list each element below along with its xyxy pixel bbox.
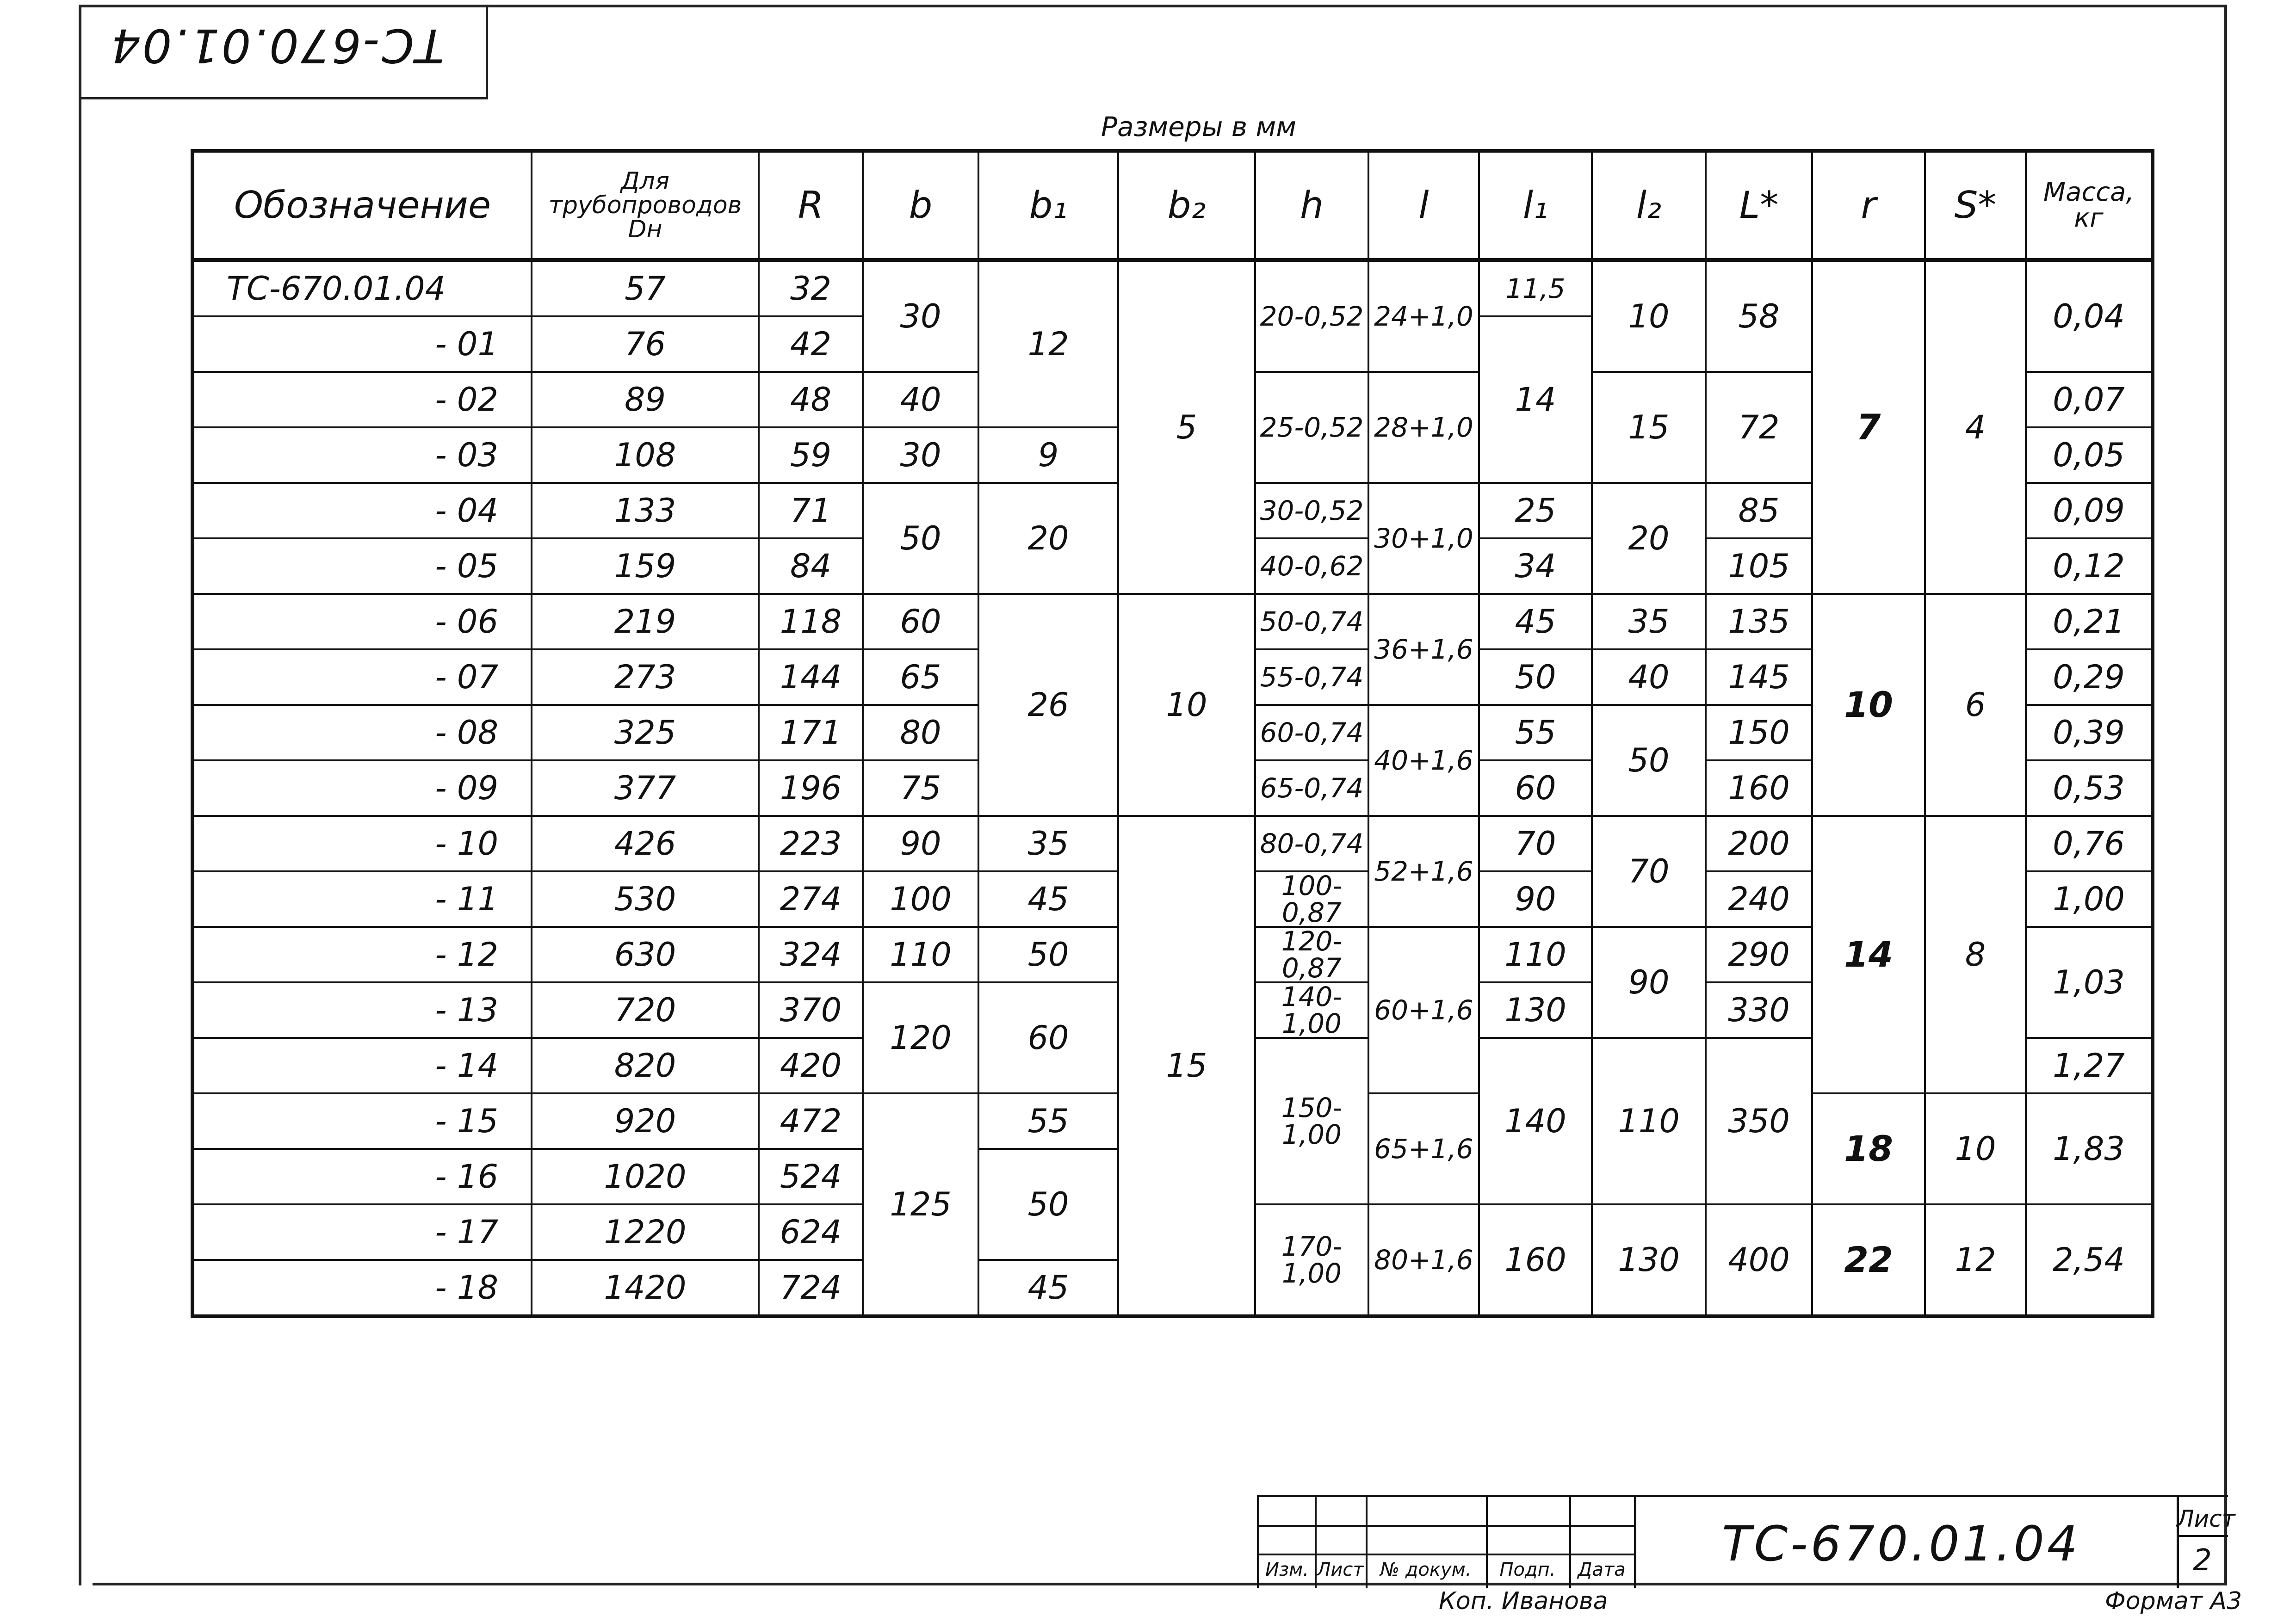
designation-cell: - 16 [192, 1149, 532, 1204]
mass-cell: 1,00 [2026, 871, 2153, 927]
date-label: Дата [1578, 1559, 1626, 1580]
L-cell: 330 [1706, 982, 1812, 1038]
L-cell: 240 [1706, 871, 1812, 927]
title-block [1257, 1495, 2235, 1588]
S-cell: 12 [1925, 1204, 2026, 1316]
L-cell: 105 [1706, 538, 1812, 594]
l1-cell: 14 [1479, 316, 1592, 483]
l2-cell: 20 [1592, 483, 1706, 594]
designation-cell: - 03 [192, 427, 532, 483]
h-cell: 55-0,74 [1255, 649, 1368, 705]
copied-by: Коп. Иванова [1439, 1587, 1608, 1615]
h-cell: 60-0,74 [1255, 705, 1368, 760]
R-cell: 624 [759, 1204, 863, 1260]
b-cell: 30 [863, 260, 978, 372]
b2-cell: 15 [1118, 816, 1255, 1316]
l1-cell: 140 [1479, 1038, 1592, 1204]
header-r: r [1812, 151, 1925, 260]
l2-cell: 15 [1592, 372, 1706, 483]
header-for-pipes: Для трубопроводов Dн [532, 151, 759, 260]
b1-cell: 50 [978, 1149, 1118, 1260]
l2-cell: 90 [1592, 927, 1706, 1038]
title-block-line [2177, 1535, 2228, 1537]
R-cell: 472 [759, 1093, 863, 1149]
dn-cell: 57 [532, 260, 759, 316]
r-cell: 14 [1812, 816, 1925, 1093]
header-R: R [759, 151, 863, 260]
b1-cell: 35 [978, 816, 1118, 871]
header-mass: Масса, кг [2026, 151, 2153, 260]
b1-cell: 45 [978, 871, 1118, 927]
mass-cell: 1,27 [2026, 1038, 2153, 1093]
document-code: ТС-670.01.04 [1722, 1516, 2080, 1572]
header-b: b [863, 151, 978, 260]
dn-cell: 426 [532, 816, 759, 871]
specification-table [191, 149, 2154, 1318]
l1-cell: 70 [1479, 816, 1592, 871]
h-cell: 30-0,52 [1255, 483, 1368, 538]
R-cell: 118 [759, 594, 863, 649]
mass-cell: 0,29 [2026, 649, 2153, 705]
designation-cell: - 04 [192, 483, 532, 538]
S-cell: 4 [1925, 260, 2026, 594]
header-b1: b₁ [978, 151, 1118, 260]
l-cell: 30+1,0 [1368, 483, 1479, 594]
h-cell: 170-1,00 [1255, 1204, 1368, 1316]
R-cell: 420 [759, 1038, 863, 1093]
designation-cell: - 06 [192, 594, 532, 649]
dn-cell: 377 [532, 760, 759, 816]
l-cell: 28+1,0 [1368, 372, 1479, 483]
h-cell: 65-0,74 [1255, 760, 1368, 816]
l1-cell: 34 [1479, 538, 1592, 594]
header-h: h [1255, 151, 1368, 260]
h-cell: 140-1,00 [1255, 982, 1368, 1038]
frame-right-border [2224, 5, 2227, 1585]
h-cell: 150-1,00 [1255, 1038, 1368, 1204]
l-cell: 65+1,6 [1368, 1093, 1479, 1204]
l-cell: 24+1,0 [1368, 260, 1479, 372]
l1-cell: 60 [1479, 760, 1592, 816]
R-cell: 524 [759, 1149, 863, 1204]
L-cell: 350 [1706, 1038, 1812, 1204]
doc-no-label: № докум. [1380, 1559, 1472, 1580]
mass-cell: 0,04 [2026, 260, 2153, 372]
b2-cell: 10 [1118, 594, 1255, 816]
dn-cell: 720 [532, 982, 759, 1038]
mass-cell: 0,09 [2026, 483, 2153, 538]
l1-cell: 25 [1479, 483, 1592, 538]
h-cell: 100-0,87 [1255, 871, 1368, 927]
designation-cell: - 05 [192, 538, 532, 594]
h-cell: 50-0,74 [1255, 594, 1368, 649]
l1-cell: 160 [1479, 1204, 1592, 1316]
l1-cell: 90 [1479, 871, 1592, 927]
header-L: L* [1706, 151, 1812, 260]
l2-cell: 35 [1592, 594, 1706, 649]
b1-cell: 50 [978, 927, 1118, 982]
b1-cell: 20 [978, 483, 1118, 594]
designation-cell: - 07 [192, 649, 532, 705]
dn-cell: 630 [532, 927, 759, 982]
header-l: l [1368, 151, 1479, 260]
mass-cell: 0,21 [2026, 594, 2153, 649]
header-designation: Обозначение [192, 151, 532, 260]
designation-cell: - 12 [192, 927, 532, 982]
R-cell: 196 [759, 760, 863, 816]
l1-cell: 50 [1479, 649, 1592, 705]
dn-cell: 133 [532, 483, 759, 538]
L-cell: 200 [1706, 816, 1812, 871]
b-cell: 110 [863, 927, 978, 982]
R-cell: 724 [759, 1260, 863, 1316]
designation-cell: - 02 [192, 372, 532, 427]
b-cell: 120 [863, 982, 978, 1093]
designation-cell: - 10 [192, 816, 532, 871]
dn-cell: 219 [532, 594, 759, 649]
designation-cell: - 13 [192, 982, 532, 1038]
designation-cell: ТС-670.01.04 [192, 260, 532, 316]
h-cell: 20-0,52 [1255, 260, 1368, 372]
l-cell: 60+1,6 [1368, 927, 1479, 1093]
mass-cell: 0,76 [2026, 816, 2153, 871]
b-cell: 100 [863, 871, 978, 927]
b1-cell: 9 [978, 427, 1118, 483]
h-cell: 120-0,87 [1255, 927, 1368, 982]
mass-cell: 0,12 [2026, 538, 2153, 594]
table-header-row [192, 151, 2153, 260]
b-cell: 30 [863, 427, 978, 483]
mass-cell: 0,53 [2026, 760, 2153, 816]
mass-cell: 0,05 [2026, 427, 2153, 483]
b1-cell: 45 [978, 1260, 1118, 1316]
l2-cell: 130 [1592, 1204, 1706, 1316]
b2-cell: 5 [1118, 260, 1255, 594]
b-cell: 90 [863, 816, 978, 871]
L-cell: 400 [1706, 1204, 1812, 1316]
table-row [192, 816, 2153, 871]
L-cell: 290 [1706, 927, 1812, 982]
table-row [192, 260, 2153, 316]
dimensions-note: Размеры в мм [1101, 111, 1296, 142]
R-cell: 370 [759, 982, 863, 1038]
l1-cell: 11,5 [1479, 260, 1592, 316]
dn-cell: 159 [532, 538, 759, 594]
l1-cell: 110 [1479, 927, 1592, 982]
designation-cell: - 15 [192, 1093, 532, 1149]
designation-cell: - 14 [192, 1038, 532, 1093]
R-cell: 48 [759, 372, 863, 427]
b1-cell: 60 [978, 982, 1118, 1093]
l1-cell: 55 [1479, 705, 1592, 760]
mass-cell: 1,03 [2026, 927, 2153, 1038]
L-cell: 145 [1706, 649, 1812, 705]
dn-cell: 273 [532, 649, 759, 705]
b-cell: 40 [863, 372, 978, 427]
R-cell: 324 [759, 927, 863, 982]
header-S: S* [1925, 151, 2026, 260]
S-cell: 6 [1925, 594, 2026, 816]
designation-cell: - 17 [192, 1204, 532, 1260]
l-cell: 52+1,6 [1368, 816, 1479, 927]
dn-cell: 1420 [532, 1260, 759, 1316]
b1-cell: 26 [978, 594, 1118, 816]
L-cell: 85 [1706, 483, 1812, 538]
l1-cell: 45 [1479, 594, 1592, 649]
dn-cell: 530 [532, 871, 759, 927]
R-cell: 274 [759, 871, 863, 927]
designation-cell: - 08 [192, 705, 532, 760]
R-cell: 84 [759, 538, 863, 594]
L-cell: 58 [1706, 260, 1812, 372]
R-cell: 144 [759, 649, 863, 705]
l-cell: 40+1,6 [1368, 705, 1479, 816]
frame-left-border [79, 5, 81, 1585]
r-cell: 10 [1812, 594, 1925, 816]
dn-cell: 108 [532, 427, 759, 483]
sheet-number: 2 [2193, 1543, 2212, 1578]
l-cell: 36+1,6 [1368, 594, 1479, 705]
R-cell: 32 [759, 260, 863, 316]
mass-cell: 0,07 [2026, 372, 2153, 427]
designation-cell: - 01 [192, 316, 532, 372]
l2-cell: 110 [1592, 1038, 1706, 1204]
dn-cell: 89 [532, 372, 759, 427]
dn-cell: 1220 [532, 1204, 759, 1260]
r-cell: 22 [1812, 1204, 1925, 1316]
header-l1: l₁ [1479, 151, 1592, 260]
izm-label: Изм. [1265, 1559, 1309, 1580]
L-cell: 72 [1706, 372, 1812, 483]
designation-cell: - 11 [192, 871, 532, 927]
designation-cell: - 09 [192, 760, 532, 816]
top-stamp-code: ТС-670.01.04 [109, 19, 444, 73]
R-cell: 42 [759, 316, 863, 372]
S-cell: 8 [1925, 816, 2026, 1093]
list-label: Лист [1317, 1559, 1364, 1580]
b-cell: 50 [863, 483, 978, 594]
header-b2: b₂ [1118, 151, 1255, 260]
sheet-label: Лист [2177, 1505, 2235, 1532]
l2-cell: 50 [1592, 705, 1706, 816]
b-cell: 65 [863, 649, 978, 705]
l2-cell: 40 [1592, 649, 1706, 705]
b-cell: 60 [863, 594, 978, 649]
table-row [192, 594, 2153, 649]
mass-cell: 0,39 [2026, 705, 2153, 760]
r-cell: 18 [1812, 1093, 1925, 1204]
paper-format: Формат А3 [2105, 1587, 2242, 1615]
b-cell: 125 [863, 1093, 978, 1316]
b1-cell: 12 [978, 260, 1118, 427]
b-cell: 75 [863, 760, 978, 816]
R-cell: 171 [759, 705, 863, 760]
dn-cell: 920 [532, 1093, 759, 1149]
dn-cell: 76 [532, 316, 759, 372]
title-block-line [1634, 1497, 1636, 1588]
dn-cell: 820 [532, 1038, 759, 1093]
dn-cell: 1020 [532, 1149, 759, 1204]
l-cell: 80+1,6 [1368, 1204, 1479, 1316]
R-cell: 59 [759, 427, 863, 483]
L-cell: 150 [1706, 705, 1812, 760]
signature-label: Подп. [1499, 1559, 1556, 1580]
l2-cell: 10 [1592, 260, 1706, 372]
mass-cell: 1,83 [2026, 1093, 2153, 1204]
R-cell: 71 [759, 483, 863, 538]
b1-cell: 55 [978, 1093, 1118, 1149]
h-cell: 25-0,52 [1255, 372, 1368, 483]
r-cell: 7 [1812, 260, 1925, 594]
h-cell: 40-0,62 [1255, 538, 1368, 594]
L-cell: 135 [1706, 594, 1812, 649]
header-l2: l₂ [1592, 151, 1706, 260]
R-cell: 223 [759, 816, 863, 871]
mass-cell: 2,54 [2026, 1204, 2153, 1316]
l1-cell: 130 [1479, 982, 1592, 1038]
h-cell: 80-0,74 [1255, 816, 1368, 871]
dn-cell: 325 [532, 705, 759, 760]
designation-cell: - 18 [192, 1260, 532, 1316]
b-cell: 80 [863, 705, 978, 760]
L-cell: 160 [1706, 760, 1812, 816]
S-cell: 10 [1925, 1093, 2026, 1204]
l2-cell: 70 [1592, 816, 1706, 927]
